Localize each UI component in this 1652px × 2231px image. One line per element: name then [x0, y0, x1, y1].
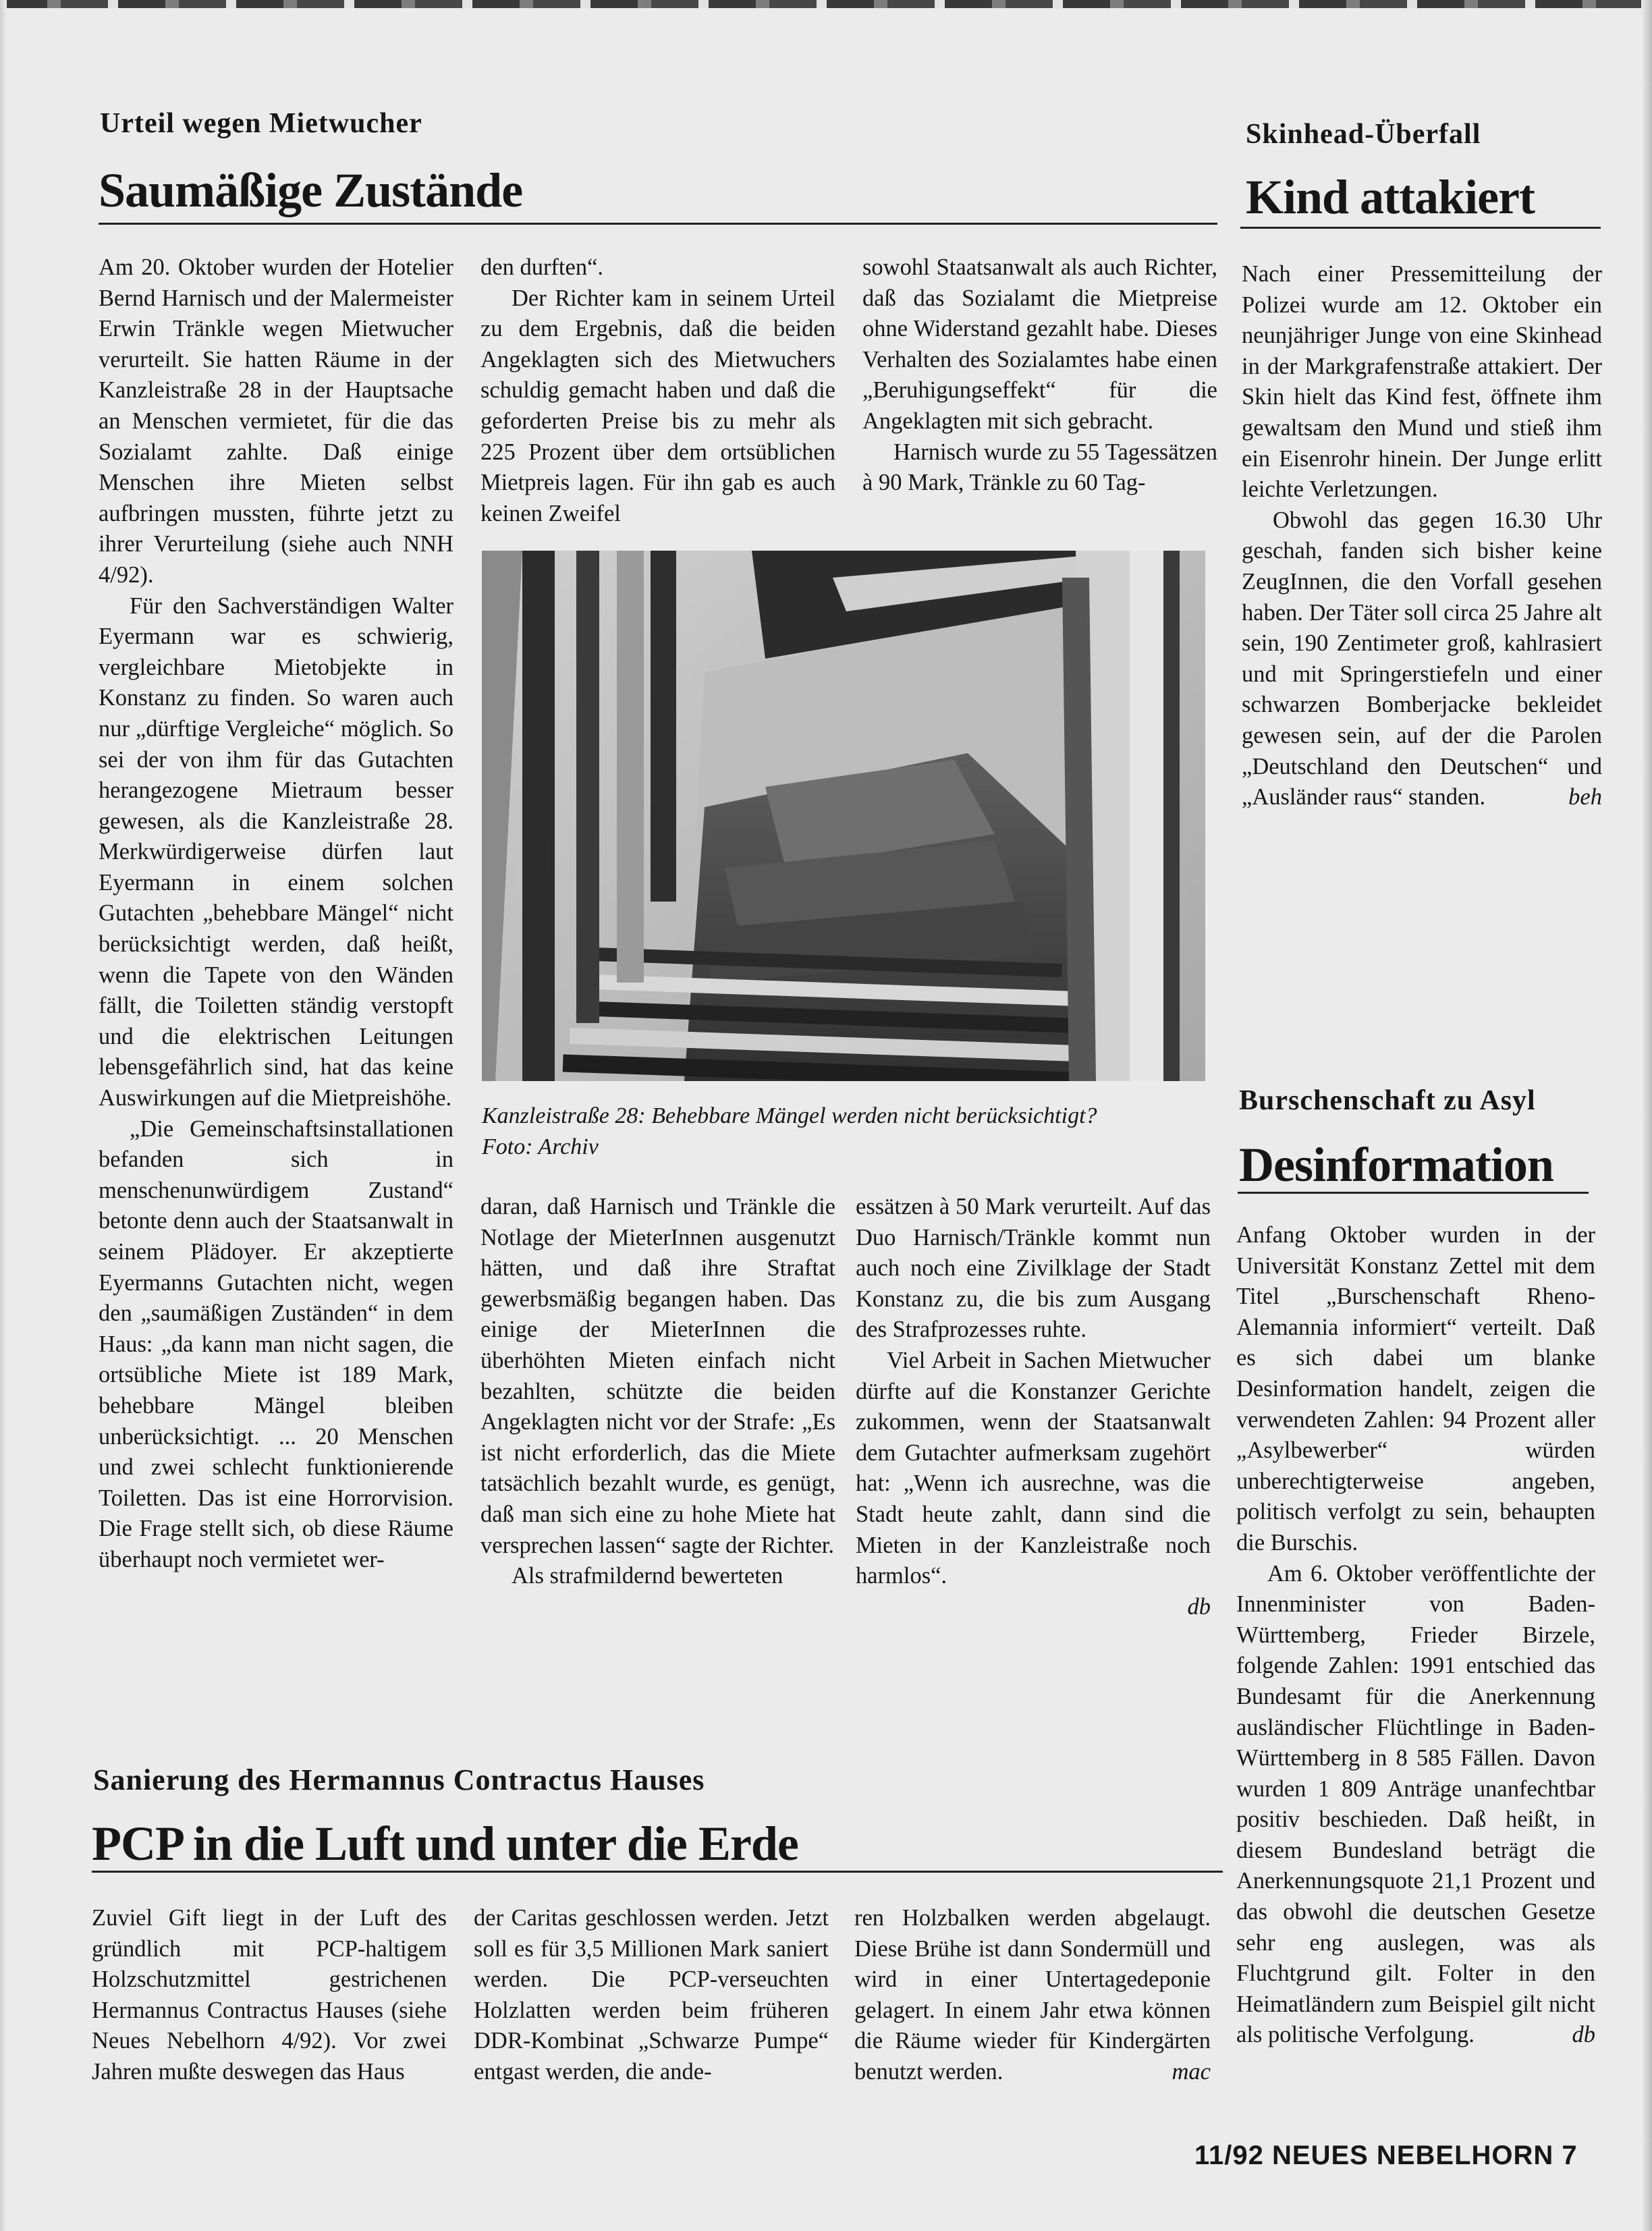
page-folio: 11/92 NEUES NEBELHORN 7	[1194, 2141, 1578, 2170]
article4-rule	[92, 1871, 1223, 1873]
article3-kicker: Burschenschaft zu Asyl	[1239, 1085, 1536, 1116]
article3-column	[1236, 1220, 1595, 2051]
page-left-edge	[0, 0, 7, 2231]
article4-headline: PCP in die Luft und unter die Erde	[92, 1817, 798, 1871]
article3-headline: Desinformation	[1239, 1138, 1553, 1192]
article1-headline: Saumäßige Zustände	[99, 163, 523, 217]
article4-column1	[92, 1903, 447, 2088]
article4-signature: mac	[1172, 2058, 1211, 2085]
article3-signature: db	[1572, 2022, 1595, 2048]
article1-col1-para: „Die Gemeinschaftsinstallationen befanden sich in menschenunwürdigem Zustand“ betonte denn auch der Staatsanwalt in seinem Plädoyer. Er akzeptierte Eyermanns Gutachten nicht, wegen den „saumäßigen Zuständen“ in dem Haus: „da kann man nicht sagen, die ortsübliche Miete ist 189 Mark, behebbare Mängel bleiben unberücksichtigt. ... 20 Menschen und zwei schlecht funktionierende Toiletten. Das ist eine Horrorvision. Die Frage stellt sich, ob diese Räume überhaupt noch vermietet wer-	[99, 1116, 453, 1572]
article1-column3-top	[862, 252, 1217, 499]
article2-headline: Kind attakiert	[1246, 170, 1535, 224]
article1-col3b-para: Viel Arbeit in Sachen Mietwucher dürfte auf die Konstanzer Gerichte zukommen, wenn der Staatsanwalt dem Gutachter aufmerksam zugehört hat: „Wenn ich ausrechne, was die Stadt heute zahlt, dann sind die Mieten in der Kanzleistraße noch harmlos“.	[856, 1347, 1211, 1589]
photo-caption: Kanzleistraße 28: Behebbare Mängel werden nicht berücksichtigt?	[482, 1103, 1097, 1128]
staircase-photo	[482, 551, 1205, 1081]
article1-col1-para: Am 20. Oktober wurden der Hotelier Bernd Harnisch und der Malermeister Erwin Tränkle wegen Mietwucher verurteilt. Sie hatten Räume in der Kanzleistraße 28 in der Hauptsache an Menschen vermietet, für die das Sozialamt zahlte. Daß einige Menschen ihre Mieten selbst aufbringen mussten, führte jetzt zu ihrer Verurteilung (siehe auch NNH 4/92).	[99, 254, 453, 588]
article2-kicker: Skinhead-Überfall	[1246, 119, 1481, 150]
article4-col3-para: ren Holzbalken werden abgelaugt. Diese Brühe ist dann Sondermüll und wird in einer Untertagedeponie gelagert. In einem Jahr etwa können die Räume wieder für Kindergärten benutzt werden.	[854, 1905, 1211, 2085]
article1-col3-para: Harnisch wurde zu 55 Tagessätzen à 90 Mark, Tränkle zu 60 Tag-	[862, 439, 1217, 496]
article4-col1-para: Zuviel Gift liegt in der Luft des gründlich mit PCP-haltigem Holzschutzmittel gestrichenen Hermannus Contractus Hauses (siehe Neues Nebelhorn 4/92). Vor zwei Jahren mußte deswegen das Haus	[92, 1905, 447, 2085]
article1-col2-para: den durften“.	[480, 254, 604, 280]
article3-para: Anfang Oktober wurden in der Universität Konstanz Zettel mit dem Titel „Burschenschaft Rheno-Alemannia informiert“ verteilt. Daß es sich dabei um blanke Desinformation handelt, zeigen die verwendeten Zahlen: 94 Prozent aller „Asylbewerber“ würden unberechtigterweise angeben, politisch verfolgt zu sein, behaupten die Burschis.	[1236, 1222, 1595, 1555]
article1-col3-para: sowohl Staatsanwalt als auch Richter, daß das Sozialamt die Mietpreise ohne Widerstand gezahlt habe. Dieses Verhalten des Sozialamtes habe einen „Beruhigungseffekt“ für die Angeklagten mit sich gebracht.	[862, 254, 1217, 434]
article1-column2-bottom	[480, 1192, 835, 1592]
article1-column1	[99, 252, 453, 1576]
article1-col2-para: Der Richter kam in seinem Urteil zu dem Ergebnis, daß die beiden Angeklagten sich des Mietwuchers schuldig gemacht haben und daß die geforderten Preise bis zu mehr als 225 Prozent über dem ortsüblichen Mietpreis lagen. Für ihn gab es auch keinen Zweifel	[480, 285, 835, 526]
photo-credit: Foto: Archiv	[482, 1134, 599, 1159]
article3-para: Am 6. Oktober veröffentlichte der Innenminister von Baden-Württemberg, Frieder Birzele, folgende Zahlen: 1991 entschied das Bundesamt für die Anerkennung ausländischer Flüchtlinge in Baden-Württemberg in 8 585 Fällen. Davon wurden 1 809 Anträge unanfechtbar positiv beschieden. Daß heißt, in diesem Bundesland beträgt die Anerkennungsquote 21,1 Prozent und das obwohl die deutschen Gesetze sehr eng auslegen, was als Fluchtgrund gilt. Folter in den Heimatländern zum Beispiel gilt nicht als politische Verfolgung.	[1236, 1560, 1595, 2048]
article1-col2b-para: Als strafmildernd bewerteten	[512, 1563, 783, 1589]
article1-col3b-para: essätzen à 50 Mark verurteilt. Auf das Duo Harnisch/Tränkle kommt nun auch noch eine Zivilklage der Stadt Konstanz zu, die bis zum Ausgang des Strafprozesses ruhte.	[856, 1194, 1211, 1343]
article2-rule	[1240, 227, 1601, 229]
page-right-edge	[1641, 0, 1652, 2231]
article4-col2-para: der Caritas geschlossen werden. Jetzt soll es für 3,5 Millionen Mark saniert werden. Die PCP-verseuchten Holzlatten werden beim früheren DDR-Kombinat „Schwarze Pumpe“ entgast werden, die ande-	[474, 1905, 829, 2085]
article1-col1-para: Für den Sachverständigen Walter Eyermann war es schwierig, vergleichbare Mietobjekte in Konstanz zu finden. So waren auch nur „dürftige Vergleiche“ möglich. So sei der von ihm für das Gutachten herangezogene Mietraum besser gewesen, als die Kanzleistraße 28. Merkwürdigerweise dürfen laut Eyermann in einem solchen Gutachten „behebbare Mängel“ nicht berücksichtigt werden, daß heißt, wenn die Tapete von den Wänden fällt, die Toiletten ständig verstopft und die elektrischen Leitungen lebensgefährlich sind, hat das keine Auswirkungen auf die Mietpreishöhe.	[99, 593, 453, 1111]
article1-column2-top	[480, 252, 835, 529]
article4-column2	[474, 1903, 829, 2088]
article1-column3-bottom	[856, 1192, 1211, 1622]
article2-para: Nach einer Pressemitteilung der Polizei wurde am 12. Oktober ein neunjähriger Junge von eine Skinhead in der Markgrafenstraße attakiert. Der Skin hielt das Kind fest, öffnete ihm gewaltsam den Mund und stieß ihm ein Eisenrohr hinein. Der Junge erlitt leichte Verletzungen.	[1242, 261, 1602, 503]
article2-column	[1242, 259, 1602, 813]
article1-kicker: Urteil wegen Mietwucher	[100, 108, 422, 139]
article1-rule	[99, 223, 1217, 225]
page-top-edge	[0, 0, 1652, 8]
article2-para: Obwohl das gegen 16.30 Uhr geschah, fanden sich bisher keine ZeugInnen, die den Vorfall gesehen haben. Der Täter soll circa 25 Jahre alt sein, 190 Zentimeter groß, kahlrasiert und mit Springerstiefeln und einer schwarzen Bomberjacke bekleidet gewesen sein, auf der die Parolen „Deutschland den Deutschen“ und „Ausländer raus“ standen.	[1242, 507, 1602, 810]
article4-kicker: Sanierung des Hermannus Contractus Hauses	[93, 1763, 705, 1796]
article2-signature: beh	[1568, 784, 1602, 810]
article1-col2b-para: daran, daß Harnisch und Tränkle die Notlage der MieterInnen ausgenutzt hätten, und daß ihre Straftat gewerbsmäßig begangen haben. Das einige der MieterInnen die überhöhten Mieten einfach nicht bezahlten, schützte die beiden Angeklagten nicht vor der Strafe: „Es ist nicht erforderlich, das die Miete tatsächlich bezahlt wurde, es genügt, daß man sich eine zu hohe Miete hat versprechen lassen“ sagte der Richter.	[480, 1194, 835, 1558]
staircase-photo-image	[482, 551, 1205, 1081]
article4-column3	[854, 1903, 1211, 2088]
article3-rule	[1238, 1192, 1589, 1194]
article1-signature: db	[1187, 1593, 1211, 1620]
